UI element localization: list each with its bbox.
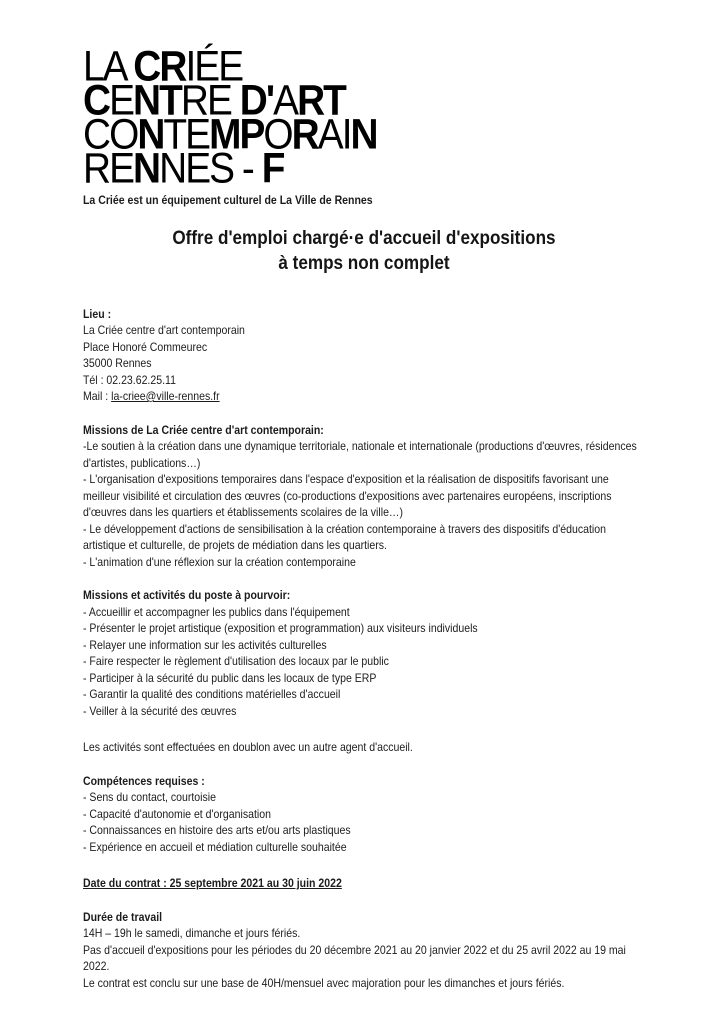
job-title [83,226,645,276]
doublon-note: Les activités sont effectuées en doublon avec un autre agent d'accueil. [83,740,413,754]
mail-line [83,388,645,405]
poste-item: - Faire respecter le règlement d'utilisation des locaux par le public [83,654,389,668]
missions-list [83,438,645,570]
competence-item: - Capacité d'autonomie et d'organisation [83,806,271,821]
address-line: La Criée centre d'art contemporain [83,323,245,337]
email-link[interactable]: la-criee@ville-rennes.fr [111,389,220,403]
mission-item: - Le développement d'actions de sensibilisation à la création contemporaine à travers des dispositifs d'éducation artistique et culturelle, de projets de médiation dans les quartiers. [83,521,606,552]
duration-line: Le contrat est conclu sur une base de 40H/mensuel avec majoration pour les dimanches et jours fériés. [83,975,565,990]
logo-segment: RE [180,77,240,125]
duration-lines [83,925,645,991]
contract-date: Date du contrat : 25 septembre 2021 au 30 juin 2022 [83,876,342,890]
la-criee-logo [83,43,705,193]
section-poste [83,587,645,719]
logo-segment: O [263,111,292,159]
logo-segment: N [350,111,377,159]
logo-segment: N [137,111,164,159]
poste-item: - Relayer une information sur les activités culturelles [83,637,327,652]
job-title-line-2: à temps non complet [278,251,450,274]
logo-segment: F [261,145,284,193]
competences-heading: Compétences requises : [83,773,205,788]
address-line: 35000 Rennes [83,356,152,370]
competence-item: - Expérience en accueil et médiation culturelle souhaitée [83,839,347,854]
poste-heading: Missions et activités du poste à pourvoir: [83,588,291,602]
section-missions [83,422,645,571]
competences-list [83,789,645,855]
logo-segment: IÉE [185,43,243,91]
mission-item: - L'animation d'une réflexion sur la création contemporaine [83,554,356,569]
address-block [83,322,645,388]
duration-heading: Durée de travail [83,909,163,924]
logo-segment: RT [297,77,345,125]
logo-segment: NT [133,77,181,125]
logo-segment: AI [317,111,351,159]
poste-list [83,604,645,720]
location-heading: Lieu : [83,306,112,321]
logo-segment: D' [239,77,274,125]
logo-line-4 [83,145,705,193]
logo-segment: N [133,145,160,193]
logo-segment: A [273,77,298,125]
logo-segment: CR [133,43,186,91]
poste-item: - Veiller à la sécurité des œuvres [83,703,237,718]
logo-segment: CO [83,111,138,159]
logo-segment: NES [159,145,234,193]
intro-statement: La Criée est un équipement culturel de La Ville de Rennes [83,193,373,207]
logo-segment: TE [163,111,210,159]
logo-segment: RE [83,145,134,193]
duration-line: 14H – 19h le samedi, dimanche et jours fériés. [83,926,301,940]
poste-item: - Garantir la qualité des conditions matérielles d'accueil [83,687,341,701]
logo-segment: C [83,77,110,125]
competence-item: - Sens du contact, courtoisie [83,790,216,804]
mail-label: Mail : [83,389,112,403]
address-line: Place Honoré Commeurec [83,339,208,354]
mission-item: -Le soutien à la création dans une dynamique territoriale, nationale et internationale (productions d'œuvres, résidences d'artistes, publications…) [83,439,637,470]
poste-item: - Accueillir et accompagner les publics dans l'équipement [83,604,350,619]
logo-segment: E [109,77,134,125]
missions-heading: Missions de La Criée centre d'art contemporain: [83,422,324,437]
poste-item: - Participer à la sécurité du public dans les locaux de type ERP [83,670,377,685]
mission-item: - L'organisation d'expositions temporaires dans l'espace d'exposition et la réalisation de dispositifs favorisant une meilleur visibilité et circulation des œuvres (co-productions d'expositions avec partenaires européens, inscriptions d'œuvres dans les quartiers et établissements scolaires de la ville…) [83,472,612,519]
duration-line: Pas d'accueil d'expositions pour les périodes du 20 décembre 2021 au 20 janvier 2022 et du 25 avril 2022 au 19 mai 2022. [83,942,626,973]
section-duration [83,909,645,992]
logo-segment: R [291,111,318,159]
poste-item: - Présenter le projet artistique (exposition et programmation) aux visiteurs individuels [83,621,478,635]
job-title-line-1: Offre d'emploi chargé·e d'accueil d'expositions [172,226,556,249]
logo-segment: LA [83,43,134,91]
competence-item: - Connaissances en histoire des arts et/ou arts plastiques [83,823,351,837]
section-competences [83,773,645,856]
logo-segment: MP [209,111,264,159]
document-body [83,192,645,991]
logo-segment: - [233,145,262,193]
address-line: Tél : 02.23.62.25.11 [83,372,176,387]
section-location [83,306,645,405]
